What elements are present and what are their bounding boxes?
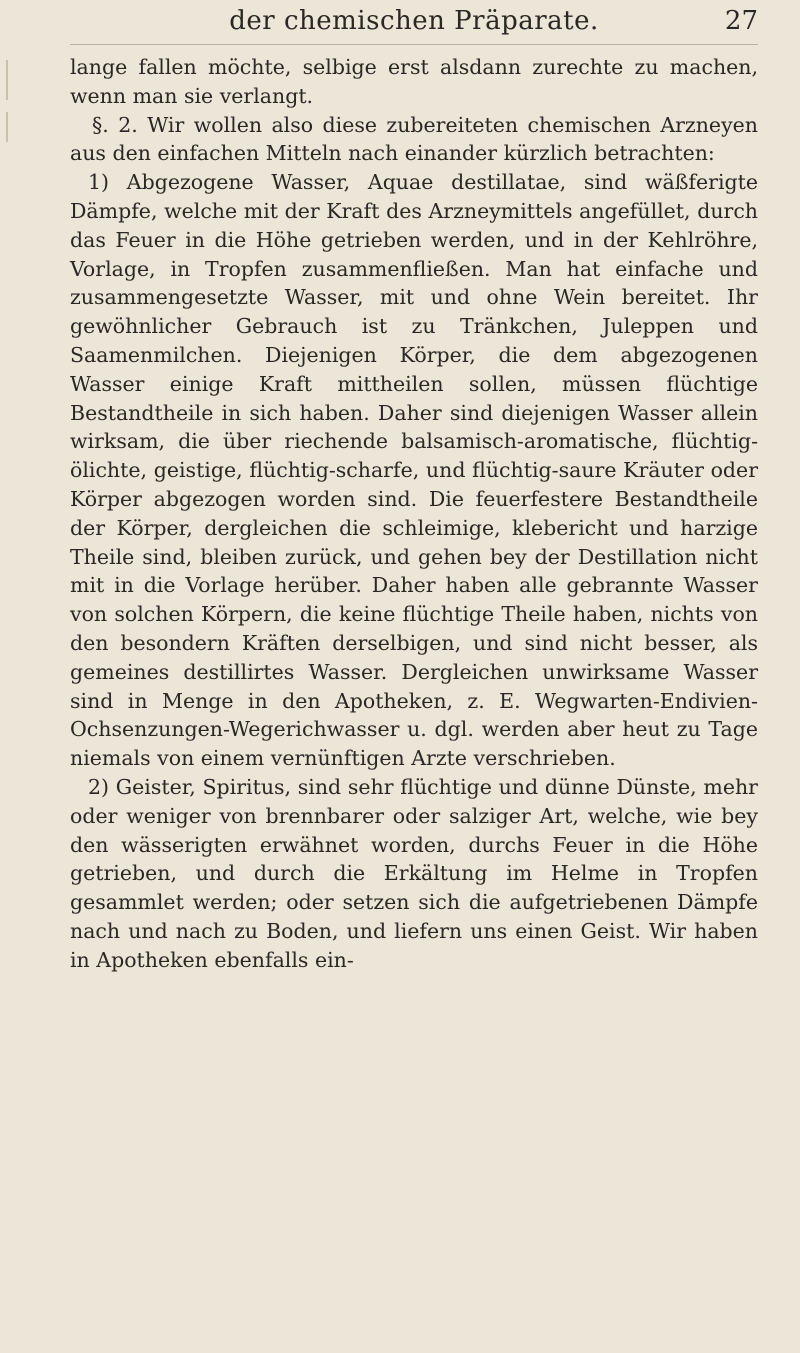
body-text [70, 53, 758, 975]
paragraph-section-2: §. 2. Wir wollen also diese zubereiteten chemischen Arzneyen aus den einfachen Mitteln nach einander kürzlich betrachten: [70, 112, 758, 166]
running-title: der chemischen Präparate. [229, 6, 599, 36]
margin-ruling [6, 112, 8, 142]
page-number: 27 [724, 6, 758, 36]
paragraph-spirits: 2) Geister, Spiritus, sind sehr flüchtige und dünne Dünste, mehr oder weniger von brennbarer oder salziger Art, welche, wie bey den wässerigten erwähnet worden, durchs Feuer in die Höhe getrieben, und durch die Erkältung im Helme in Tropfen gesammlet werden; oder setzen sich die aufgetriebenen Dämpfe nach und nach zu Boden, und liefern uns einen Geist. Wir haben in Apotheken ebenfalls ein- [70, 774, 758, 972]
paragraph-continuation: lange fallen möchte, selbige erst alsdann zurechte zu machen, wenn man sie verlangt. [70, 55, 758, 108]
paragraph-distilled-waters: 1) Abgezogene Wasser, Aquae destillatae, sind wäßferigte Dämpfe, welche mit der Kraft des Arzneymittels angefüllet, durch das Feuer in die Höhe getrieben werden, und in der Kehlröhre, Vorlage, in Tropfen zusammenfließen. Man hat einfache und zusammengesetzte Wasser, mit und ohne Wein bereitet. Ihr gewöhnlicher Gebrauch ist zu Tränkchen, Juleppen und Saamenmilchen. Diejenigen Körper, die dem abgezogenen Wasser einige Kraft mittheilen sollen, müssen flüchtige Bestandtheile in sich haben. Daher sind diejenigen Wasser allein wirksam, die über riechende balsamisch-aromatische, flüchtig-ölichte, geistige, flüchtig-scharfe, und flüchtig-saure Kräuter oder Körper abgezogen worden sind. Die feuerfestere Bestandtheile der Körper, dergleichen die schleimige, klebericht und harzige Theile sind, bleiben zurück, und gehen bey der Destillation nicht mit in die Vorlage herüber. Daher haben alle gebrannte Wasser von solchen Körpern, die keine flüchtige Theile haben, nichts von den besondern Kräften derselbigen, und sind nicht besser, als gemeines destillirtes Wasser. Dergleichen unwirksame Wasser sind in Menge in den Apotheken, z. E. Wegwarten-Endivien-Ochsenzungen-Wegerichwasser u. dgl. werden aber heut zu Tage niemals von einem vernünftigen Arzte verschrieben. [70, 170, 758, 771]
margin-ruling [6, 60, 8, 100]
page-header [70, 0, 758, 45]
